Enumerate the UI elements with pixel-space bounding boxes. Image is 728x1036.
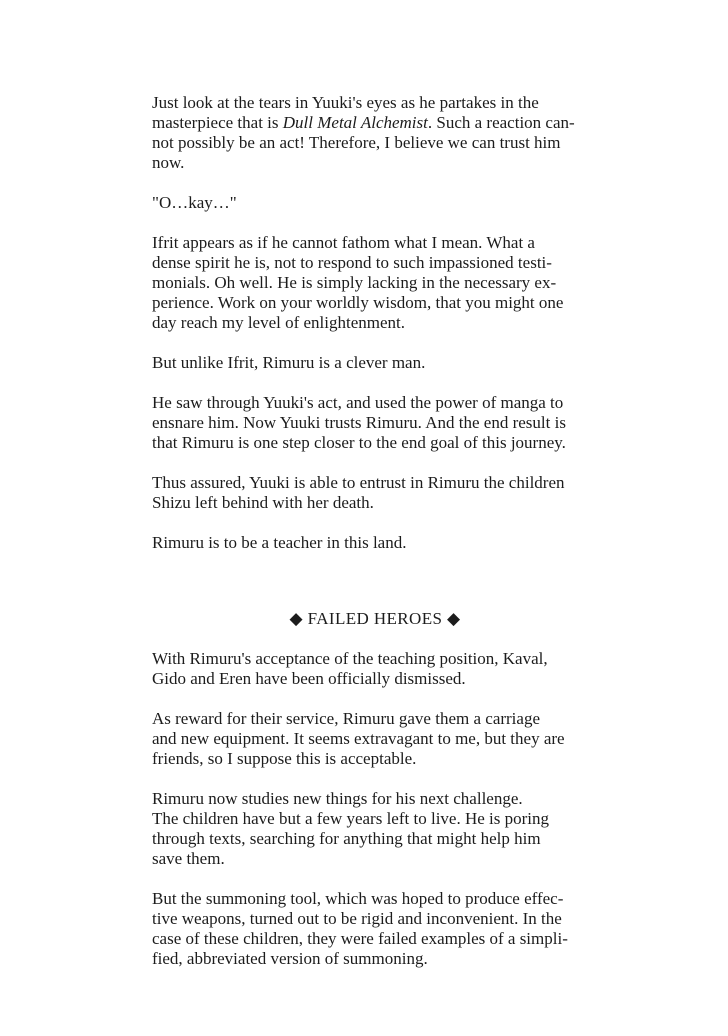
text-line bbox=[152, 133, 598, 153]
text-segment: "O…kay…" bbox=[152, 193, 237, 212]
paragraph bbox=[152, 93, 598, 173]
text-segment: Rimuru now studies new things for his next challenge. bbox=[152, 789, 523, 808]
text-segment: But unlike Ifrit, Rimuru is a clever man. bbox=[152, 353, 426, 372]
text-line bbox=[152, 789, 598, 809]
text-segment: case of these children, they were failed examples of a simpli- bbox=[152, 929, 568, 948]
text-line bbox=[152, 709, 598, 729]
text-segment: through texts, searching for anything that might help him bbox=[152, 829, 541, 848]
text-segment: ensnare him. Now Yuuki trusts Rimuru. And the end result is bbox=[152, 413, 566, 432]
text-segment: friends, so I suppose this is acceptable. bbox=[152, 749, 417, 768]
text-line bbox=[152, 649, 598, 669]
text-segment: not possibly be an act! Therefore, I believe we can trust him bbox=[152, 133, 561, 152]
text-line bbox=[152, 473, 598, 493]
text-line bbox=[152, 233, 598, 253]
text-line bbox=[152, 533, 598, 553]
text-line bbox=[152, 909, 598, 929]
text-line bbox=[152, 433, 598, 453]
text-column bbox=[152, 93, 598, 969]
text-line bbox=[152, 353, 598, 373]
text-line bbox=[152, 949, 598, 969]
text-line bbox=[152, 669, 598, 689]
text-segment: But the summoning tool, which was hoped to produce effec- bbox=[152, 889, 564, 908]
text-segment: that Rimuru is one step closer to the end goal of this journey. bbox=[152, 433, 566, 452]
text-segment: . Such a reaction can- bbox=[427, 113, 575, 132]
paragraph bbox=[152, 393, 598, 453]
paragraph bbox=[152, 233, 598, 333]
paragraph bbox=[152, 353, 598, 373]
text-line bbox=[152, 829, 598, 849]
text-line bbox=[152, 729, 598, 749]
text-line bbox=[152, 313, 598, 333]
text-line bbox=[152, 849, 598, 869]
paragraph bbox=[152, 889, 598, 969]
text-line bbox=[152, 273, 598, 293]
paragraph bbox=[152, 473, 598, 513]
text-segment: now. bbox=[152, 153, 185, 172]
text-segment: Thus assured, Yuuki is able to entrust in Rimuru the children bbox=[152, 473, 565, 492]
text-segment: fied, abbreviated version of summoning. bbox=[152, 949, 428, 968]
text-segment: Gido and Eren have been officially dismissed. bbox=[152, 669, 466, 688]
paragraph bbox=[152, 709, 598, 769]
text-line bbox=[152, 413, 598, 433]
text-segment: As reward for their service, Rimuru gave them a carriage bbox=[152, 709, 540, 728]
text-segment: The children have but a few years left to live. He is poring bbox=[152, 809, 550, 828]
text-segment: Rimuru is to be a teacher in this land. bbox=[152, 533, 407, 552]
text-segment: monials. Oh well. He is simply lacking in the necessary ex- bbox=[152, 273, 557, 292]
paragraph bbox=[152, 649, 598, 689]
italic-title-text: Dull Metal Alchemist bbox=[282, 113, 428, 132]
text-line bbox=[152, 609, 598, 629]
text-segment: dense spirit he is, not to respond to such impassioned testi- bbox=[152, 253, 552, 272]
text-segment: Ifrit appears as if he cannot fathom what I mean. What a bbox=[152, 233, 535, 252]
section-heading bbox=[152, 609, 598, 629]
text-line bbox=[152, 153, 598, 173]
text-line bbox=[152, 749, 598, 769]
paragraph bbox=[152, 533, 598, 553]
text-segment: tive weapons, turned out to be rigid and inconvenient. In the bbox=[152, 909, 562, 928]
text-line bbox=[152, 493, 598, 513]
text-line bbox=[152, 293, 598, 313]
text-segment: perience. Work on your worldly wisdom, that you might one bbox=[152, 293, 564, 312]
text-segment: ◆ FAILED HEROES ◆ bbox=[289, 609, 461, 628]
text-segment: day reach my level of enlightenment. bbox=[152, 313, 406, 332]
text-segment: masterpiece that is bbox=[152, 113, 283, 132]
text-line bbox=[152, 193, 598, 213]
text-segment: With Rimuru's acceptance of the teaching position, Kaval, bbox=[152, 649, 548, 668]
text-segment: He saw through Yuuki's act, and used the power of manga to bbox=[152, 393, 564, 412]
text-line bbox=[152, 93, 598, 113]
text-line bbox=[152, 889, 598, 909]
text-segment: Just look at the tears in Yuuki's eyes as he partakes in the bbox=[152, 93, 539, 112]
text-line bbox=[152, 393, 598, 413]
text-line bbox=[152, 113, 598, 133]
paragraph bbox=[152, 789, 598, 869]
text-line bbox=[152, 253, 598, 273]
text-line bbox=[152, 809, 598, 829]
text-segment: Shizu left behind with her death. bbox=[152, 493, 374, 512]
text-segment: and new equipment. It seems extravagant to me, but they are bbox=[152, 729, 565, 748]
text-segment: save them. bbox=[152, 849, 225, 868]
text-line bbox=[152, 929, 598, 949]
paragraph bbox=[152, 193, 598, 213]
